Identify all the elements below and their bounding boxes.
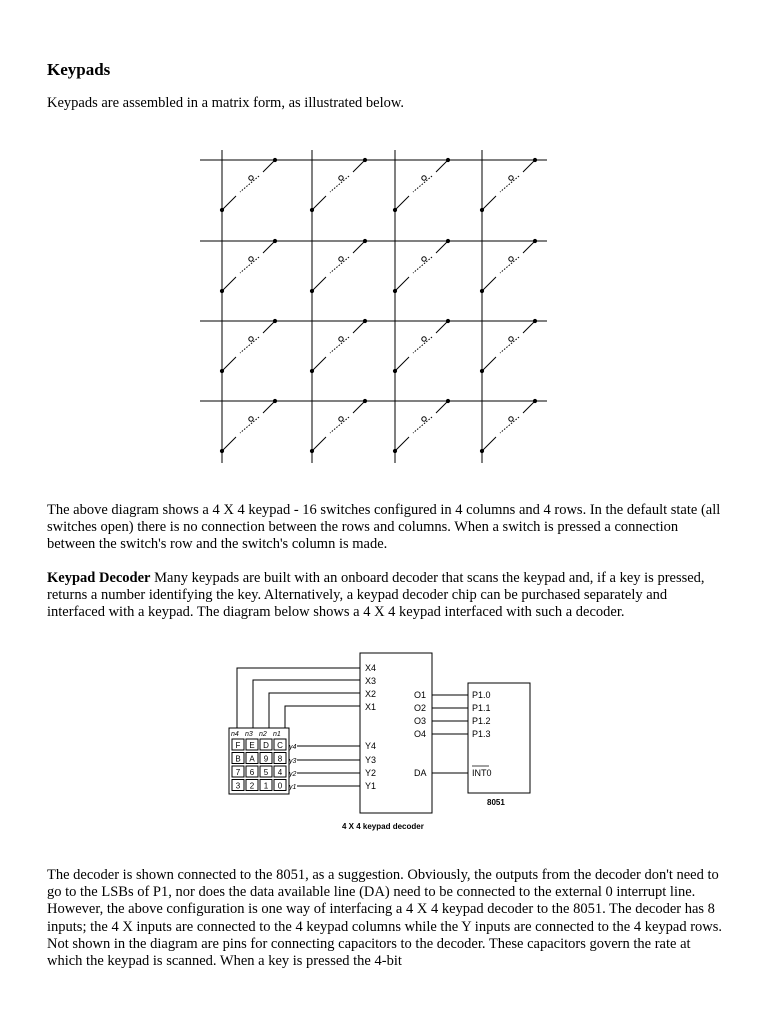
switch-lead [436, 241, 448, 253]
decoder-input-y3: Y3 [365, 755, 377, 765]
decoder-section-title: Keypad Decoder [47, 570, 151, 586]
switch-actuator [422, 257, 426, 261]
keypad-row-label-y3: y3 [289, 758, 297, 765]
switch-actuator [249, 417, 253, 421]
mcu-pin-p1-0: P1.0 [472, 690, 491, 700]
intro-paragraph: Keypads are assembled in a matrix form, as illustrated below. [47, 95, 405, 111]
switch-lead [482, 437, 496, 451]
decoder-output-o3: O3 [414, 716, 427, 726]
keypad-row-label-y4: y4 [289, 744, 297, 751]
switch-contact [240, 176, 259, 192]
switch-contact [413, 417, 432, 433]
decoder-caption: 4 X 4 keypad decoder [342, 822, 424, 831]
switch-lead [436, 401, 448, 413]
keypad-key-label: A [249, 754, 255, 764]
switch-node [273, 319, 276, 322]
switch-actuator [422, 176, 426, 180]
switch-actuator [509, 176, 513, 180]
switch-node [273, 399, 276, 402]
keypad-row-label-y1: y1 [289, 784, 297, 791]
switch-node [310, 369, 313, 372]
switch-node [310, 449, 313, 452]
keypad-key-label: 3 [235, 781, 241, 791]
switch-lead [436, 321, 448, 333]
keypad-col-label-n2: n2 [259, 731, 267, 738]
switch-node [480, 289, 483, 292]
keypad-key-label: 5 [263, 768, 269, 777]
keypad-col-label-n4: n4 [231, 731, 239, 738]
switch-actuator [249, 337, 253, 341]
switch-node [480, 208, 483, 211]
switch-node [220, 208, 223, 211]
switch-node [446, 319, 449, 322]
switch-lead [482, 277, 496, 291]
switch-lead [353, 321, 365, 333]
switch-node [363, 319, 366, 322]
decoder-input-y1: Y1 [365, 781, 377, 791]
switch-lead [353, 241, 365, 253]
switch-node [393, 208, 396, 211]
switch-lead [263, 321, 275, 333]
switch-actuator [339, 176, 343, 180]
keypad-matrix-diagram [195, 138, 555, 468]
switch-lead [523, 160, 535, 172]
switch-node [446, 399, 449, 402]
switch-node [310, 289, 313, 292]
switch-contact [240, 417, 259, 433]
switch-contact [500, 337, 519, 353]
switch-contact [330, 417, 349, 433]
switch-node [363, 239, 366, 242]
decoder-input-y4: Y4 [365, 741, 377, 751]
keypad-key-label: F [235, 741, 241, 750]
decoder-section-body: Many keypads are built with an onboard decoder that scans the keypad and, if a key is pressed, returns a number identifying the key. Alternatively, a keypad decoder chip can be purchased separately and interfaced with a keypad. The diagram below shows a 4 X 4 keypad interfaced with such a decoder. [47, 570, 705, 621]
decoder-input-x2: X2 [365, 689, 377, 699]
switch-node [393, 369, 396, 372]
keypad-key-label: 2 [249, 781, 255, 791]
keypad-col-label-n1: n1 [273, 731, 281, 738]
switch-actuator [249, 257, 253, 261]
decoder-input-x1: X1 [365, 702, 377, 712]
switch-lead [263, 160, 275, 172]
switch-actuator [509, 417, 513, 421]
switch-lead [523, 321, 535, 333]
switch-contact [500, 417, 519, 433]
keypad-key-label: 7 [235, 768, 241, 777]
switch-node [220, 289, 223, 292]
keypad-key-label: 0 [277, 781, 283, 791]
switch-node [533, 239, 536, 242]
mcu-label: 8051 [487, 798, 505, 807]
switch-actuator [249, 176, 253, 180]
keypad-key-label: C [277, 741, 283, 750]
switch-actuator [339, 417, 343, 421]
switch-node [220, 369, 223, 372]
switch-node [220, 449, 223, 452]
decoder-output-o2: O2 [414, 703, 427, 713]
switch-lead [523, 241, 535, 253]
switch-lead [353, 401, 365, 413]
switch-lead [523, 401, 535, 413]
keypad-col-label-n3: n3 [245, 731, 253, 738]
switch-node [446, 239, 449, 242]
switch-contact [413, 176, 432, 192]
mcu-pin-p1-2: P1.2 [472, 716, 491, 726]
switch-node [533, 399, 536, 402]
decoder-input-x3: X3 [365, 676, 377, 686]
switch-contact [240, 257, 259, 273]
mcu-pin-p1-1: P1.1 [472, 703, 491, 713]
switch-contact [240, 337, 259, 353]
switch-contact [330, 337, 349, 353]
page-heading: Keypads [47, 60, 111, 79]
keypad-key-label: 8 [277, 754, 283, 764]
switch-lead [222, 357, 236, 371]
switch-node [310, 208, 313, 211]
switch-lead [312, 437, 326, 451]
switch-lead [312, 196, 326, 210]
keypad-key-label: 9 [263, 754, 269, 764]
switch-lead [482, 357, 496, 371]
switch-node [393, 289, 396, 292]
switch-lead [263, 241, 275, 253]
switch-contact [413, 337, 432, 353]
keypad-key-label: 4 [277, 768, 283, 777]
switch-actuator [509, 257, 513, 261]
switch-lead [222, 277, 236, 291]
switch-contact [413, 257, 432, 273]
decoder-output-o4: O4 [414, 729, 427, 739]
switch-actuator [509, 337, 513, 341]
keypad-key-label: D [263, 741, 269, 750]
switch-contact [330, 257, 349, 273]
switch-lead [312, 357, 326, 371]
switch-actuator [339, 257, 343, 261]
switch-lead [395, 357, 409, 371]
matrix-description-paragraph: The above diagram shows a 4 X 4 keypad - 16 switches configured in 4 columns and 4 rows. In the default state (all switches open) there is no connection between the rows and columns. When a switch is pressed a connection between the switch's row and the switch's column is made. [47, 502, 721, 553]
switch-actuator [339, 337, 343, 341]
switch-lead [395, 437, 409, 451]
mcu-pin-int0: INT0 [472, 768, 492, 778]
switch-node [393, 449, 396, 452]
switch-contact [330, 176, 349, 192]
switch-lead [263, 401, 275, 413]
switch-lead [482, 196, 496, 210]
switch-node [363, 158, 366, 161]
switch-node [480, 449, 483, 452]
switch-node [273, 239, 276, 242]
switch-lead [222, 196, 236, 210]
switch-lead [436, 160, 448, 172]
keypad-key-label: B [235, 754, 241, 764]
decoder-output-o1: O1 [414, 690, 427, 700]
switch-contact [500, 257, 519, 273]
mcu-pin-p1-3: P1.3 [472, 729, 491, 739]
decoder-input-x4: X4 [365, 663, 377, 673]
switch-lead [395, 277, 409, 291]
switch-node [363, 399, 366, 402]
decoder-description-paragraph: The decoder is shown connected to the 8051, as a suggestion. Obviously, the outputs from the decoder don't need to go to the LSBs of P1, nor does the data available line (DA) need to be connected to the external 0 interrupt line. However, the above configuration is one way of interfacing a 4 X 4 keypad decoder to the 8051. The decoder has 8 inputs; the 4 X inputs are connected to the 4 keypad columns while the Y inputs are connected to the 4 keypad rows. Not shown in the diagram are pins for connecting capacitors to the decoder. These capacitors govern the rate at which the keypad is scanned. When a key is pressed the 4-bit [47, 867, 723, 970]
switch-lead [353, 160, 365, 172]
keypad-key-label: E [249, 741, 255, 750]
switch-actuator [422, 417, 426, 421]
keypad-key-label: 1 [263, 781, 269, 791]
decoder-section-paragraph [47, 570, 727, 622]
switch-node [446, 158, 449, 161]
switch-node [533, 319, 536, 322]
keypad-decoder-diagram [225, 648, 540, 838]
decoder-input-y2: Y2 [365, 768, 377, 778]
switch-contact [500, 176, 519, 192]
switch-node [273, 158, 276, 161]
switch-node [533, 158, 536, 161]
switch-lead [395, 196, 409, 210]
keypad-key-label: 6 [249, 768, 255, 777]
keypad-row-label-y2: y2 [289, 771, 297, 778]
switch-lead [312, 277, 326, 291]
switch-actuator [422, 337, 426, 341]
switch-node [480, 369, 483, 372]
decoder-output-da: DA [414, 768, 427, 778]
switch-lead [222, 437, 236, 451]
